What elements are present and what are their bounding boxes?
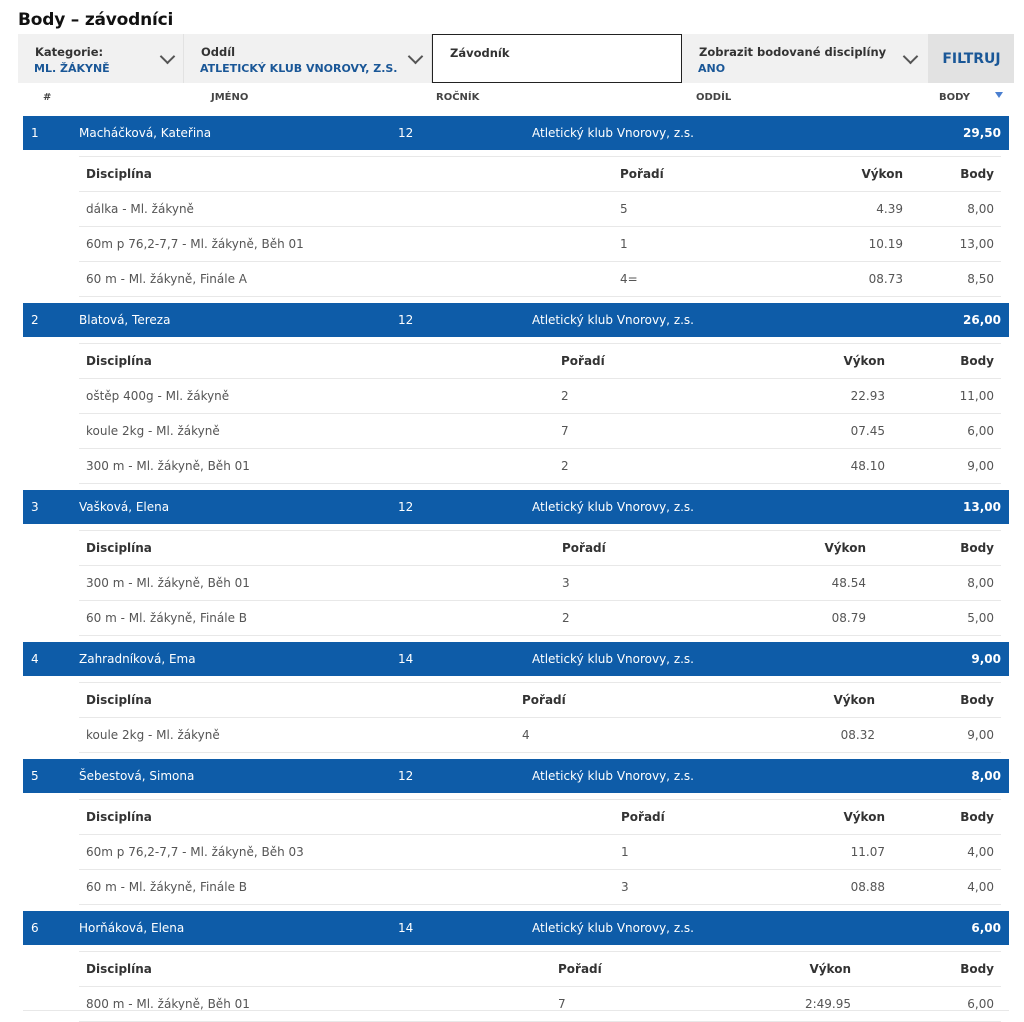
divider — [23, 1010, 1009, 1011]
result-row-discipline: koule 2kg - Ml. žákyně — [86, 424, 220, 438]
result-row — [79, 870, 1001, 905]
result-row-rank: 2 — [561, 389, 569, 403]
result-row-result: 08.32 — [840, 728, 875, 742]
category-label: Kategorie: — [35, 45, 104, 59]
athlete-search-input[interactable] — [432, 34, 682, 83]
show-scored-value: ANO — [698, 62, 726, 75]
result-row — [79, 227, 1001, 262]
result-row-discipline: dálka - Ml. žákyně — [86, 202, 194, 216]
athlete-year: 12 — [398, 500, 414, 514]
result-row-rank: 7 — [558, 997, 566, 1011]
results-header-result: Výkon — [809, 962, 851, 976]
athlete-row[interactable] — [23, 642, 1009, 676]
result-row — [79, 718, 1001, 753]
result-row — [79, 379, 1001, 414]
result-row-points: 8,50 — [967, 272, 994, 286]
athlete-results-table — [79, 799, 1001, 905]
filter-button[interactable]: FILTRUJ — [929, 34, 1014, 83]
athlete-results-table — [79, 156, 1001, 297]
result-row-discipline: 60 m - Ml. žákyně, Finále B — [86, 611, 248, 625]
athlete-name: Šebestová, Simona — [79, 769, 195, 783]
results-header-rank: Pořadí — [522, 693, 566, 707]
result-row-discipline: 300 m - Ml. žákyně, Běh 01 — [86, 576, 250, 590]
result-row-rank: 3 — [562, 576, 570, 590]
category-select[interactable] — [18, 34, 184, 83]
athlete-name: Macháčková, Kateřina — [79, 126, 212, 140]
athlete-points: 9,00 — [971, 652, 1001, 666]
result-row-rank: 2 — [561, 459, 569, 473]
result-row-points: 13,00 — [959, 237, 994, 251]
club-label: Oddíl — [201, 45, 236, 59]
athlete-results-table — [79, 682, 1001, 753]
result-row-rank: 2 — [562, 611, 570, 625]
athlete-year: 12 — [398, 126, 414, 140]
results-header-result: Výkon — [843, 810, 885, 824]
athlete-rank: 6 — [31, 921, 39, 935]
athlete-rank: 5 — [31, 769, 39, 783]
result-row-discipline: oštěp 400g - Ml. žákyně — [86, 389, 230, 403]
filter-bar — [18, 34, 1014, 83]
results-header-discipline: Disciplína — [86, 354, 152, 368]
results-header — [79, 530, 1001, 566]
athlete-name: Vašková, Elena — [79, 500, 170, 514]
athlete-name: Blatová, Tereza — [79, 313, 171, 327]
result-row — [79, 566, 1001, 601]
col-year[interactable]: ROČNÍK — [436, 92, 480, 103]
result-row-points: 9,00 — [967, 459, 994, 473]
athlete-points: 29,50 — [963, 126, 1001, 140]
chevron-down-icon — [903, 49, 919, 65]
result-row-rank: 4= — [620, 272, 638, 286]
result-row-discipline: 60m p 76,2-7,7 - Ml. žákyně, Běh 03 — [86, 845, 304, 859]
athlete-year: 14 — [398, 921, 414, 935]
show-scored-select[interactable] — [682, 34, 929, 83]
results-header — [79, 799, 1001, 835]
result-row-points: 6,00 — [967, 997, 994, 1011]
results-header-rank: Pořadí — [621, 810, 665, 824]
athlete-club: Atletický klub Vnorovy, z.s. — [532, 500, 694, 514]
result-row — [79, 835, 1001, 870]
result-row-discipline: 300 m - Ml. žákyně, Běh 01 — [86, 459, 250, 473]
athlete-results-table — [79, 343, 1001, 484]
results-header-result: Výkon — [843, 354, 885, 368]
result-row-result: 11.07 — [850, 845, 885, 859]
athlete-club: Atletický klub Vnorovy, z.s. — [532, 126, 694, 140]
result-row-result: 2:49.95 — [804, 997, 851, 1011]
athlete-results-table — [79, 530, 1001, 636]
result-row-rank: 5 — [620, 202, 628, 216]
show-scored-label: Zobrazit bodované disciplíny — [699, 45, 887, 59]
result-row-result: 08.88 — [850, 880, 885, 894]
athlete-points: 13,00 — [963, 500, 1001, 514]
athlete-row[interactable] — [23, 303, 1009, 337]
results-header-discipline: Disciplína — [86, 810, 152, 824]
result-row — [79, 262, 1001, 297]
result-row-discipline: 60 m - Ml. žákyně, Finále B — [86, 880, 248, 894]
results-header-rank: Pořadí — [562, 541, 606, 555]
chevron-down-icon — [160, 49, 176, 65]
athlete-input-placeholder: Závodník — [450, 46, 510, 60]
results-header-result: Výkon — [824, 541, 866, 555]
result-row-result: 4.39 — [876, 202, 903, 216]
result-row — [79, 987, 1001, 1022]
results-header — [79, 951, 1001, 987]
athlete-year: 12 — [398, 313, 414, 327]
athlete-results-table — [79, 951, 1001, 1022]
athlete-name: Zahradníková, Ema — [79, 652, 196, 666]
results-header-points: Body — [960, 167, 994, 181]
results-header-rank: Pořadí — [561, 354, 605, 368]
athlete-club: Atletický klub Vnorovy, z.s. — [532, 921, 694, 935]
results-header-points: Body — [960, 541, 994, 555]
sort-desc-icon[interactable] — [995, 92, 1003, 98]
result-row-rank: 1 — [621, 845, 629, 859]
results-header-result: Výkon — [833, 693, 875, 707]
result-row-result: 10.19 — [868, 237, 903, 251]
results-header-discipline: Disciplína — [86, 167, 152, 181]
athlete-rank: 3 — [31, 500, 39, 514]
result-row-points: 8,00 — [967, 576, 994, 590]
results-header — [79, 343, 1001, 379]
club-value: ATLETICKÝ KLUB VNOROVY, Z.S. — [200, 62, 398, 75]
athlete-rank: 4 — [31, 652, 39, 666]
result-row-points: 4,00 — [967, 880, 994, 894]
athlete-points: 6,00 — [971, 921, 1001, 935]
result-row-points: 11,00 — [959, 389, 994, 403]
athlete-row[interactable] — [23, 490, 1009, 524]
athlete-name: Horňáková, Elena — [79, 921, 185, 935]
result-row-discipline: koule 2kg - Ml. žákyně — [86, 728, 220, 742]
result-row-result: 07.45 — [850, 424, 885, 438]
athlete-row[interactable] — [23, 759, 1009, 793]
result-row — [79, 601, 1001, 636]
result-row-points: 6,00 — [967, 424, 994, 438]
result-row-rank: 7 — [561, 424, 569, 438]
result-row-points: 4,00 — [967, 845, 994, 859]
athlete-year: 14 — [398, 652, 414, 666]
club-select[interactable] — [184, 34, 432, 83]
page-title: Body – závodníci — [18, 10, 174, 30]
results-header-points: Body — [960, 354, 994, 368]
results-header-discipline: Disciplína — [86, 541, 152, 555]
col-name[interactable]: JMÉNO — [211, 92, 249, 103]
athlete-club: Atletický klub Vnorovy, z.s. — [532, 769, 694, 783]
result-row — [79, 192, 1001, 227]
col-points[interactable]: BODY — [939, 92, 970, 103]
athlete-row[interactable] — [23, 911, 1009, 945]
col-club[interactable]: ODDÍL — [696, 92, 732, 103]
athlete-year: 12 — [398, 769, 414, 783]
result-row-discipline: 60m p 76,2-7,7 - Ml. žákyně, Běh 01 — [86, 237, 304, 251]
athlete-club: Atletický klub Vnorovy, z.s. — [532, 652, 694, 666]
athlete-row[interactable] — [23, 116, 1009, 150]
chevron-down-icon — [408, 49, 424, 65]
athlete-points: 26,00 — [963, 313, 1001, 327]
result-row-discipline: 800 m - Ml. žákyně, Běh 01 — [86, 997, 250, 1011]
results-header-points: Body — [960, 693, 994, 707]
result-row-result: 08.79 — [831, 611, 866, 625]
col-num: # — [43, 92, 52, 103]
results-header-rank: Pořadí — [558, 962, 602, 976]
results-header-rank: Pořadí — [620, 167, 664, 181]
result-row-result: 48.54 — [831, 576, 866, 590]
athlete-rank: 2 — [31, 313, 39, 327]
athlete-club: Atletický klub Vnorovy, z.s. — [532, 313, 694, 327]
result-row-points: 8,00 — [967, 202, 994, 216]
category-value: ML. ŽÁKYNĚ — [34, 62, 110, 75]
result-row-result: 22.93 — [850, 389, 885, 403]
results-header-discipline: Disciplína — [86, 693, 152, 707]
result-row-discipline: 60 m - Ml. žákyně, Finále A — [86, 272, 248, 286]
result-row-rank: 4 — [522, 728, 530, 742]
result-row-rank: 1 — [620, 237, 628, 251]
result-row — [79, 414, 1001, 449]
results-header — [79, 682, 1001, 718]
result-row-points: 5,00 — [967, 611, 994, 625]
result-row — [79, 449, 1001, 484]
result-row-points: 9,00 — [967, 728, 994, 742]
results-header-points: Body — [960, 810, 994, 824]
results-header-result: Výkon — [861, 167, 903, 181]
result-row-result: 48.10 — [850, 459, 885, 473]
results-header — [79, 156, 1001, 192]
result-row-result: 08.73 — [868, 272, 903, 286]
result-row-rank: 3 — [621, 880, 629, 894]
results-header-points: Body — [960, 962, 994, 976]
column-headers — [18, 92, 1014, 108]
athlete-points: 8,00 — [971, 769, 1001, 783]
results-list — [23, 116, 1009, 1022]
athlete-rank: 1 — [31, 126, 39, 140]
results-header-discipline: Disciplína — [86, 962, 152, 976]
